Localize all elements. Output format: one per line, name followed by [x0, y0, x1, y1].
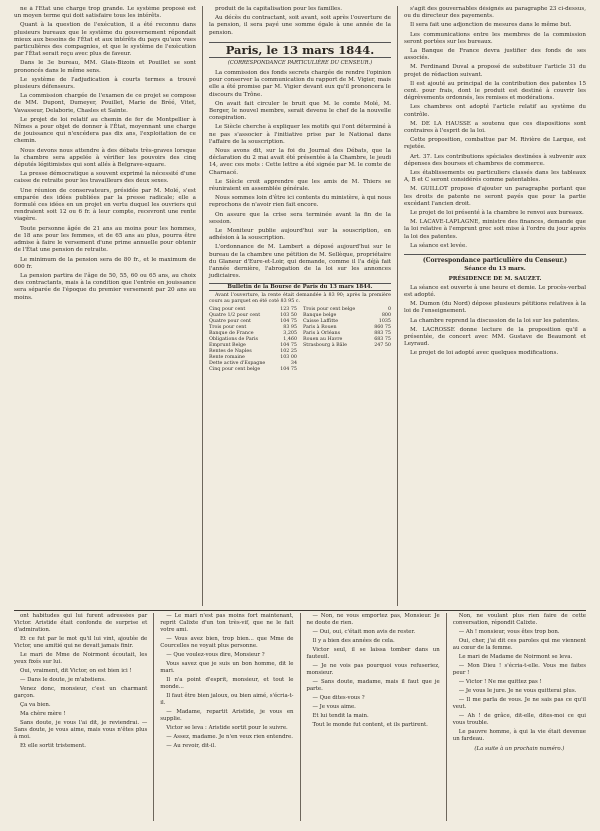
bulletin-title: Bulletin de la Bourse de Paris du 13 mars 1844. — [209, 283, 391, 291]
paragraph: Oui, cher, j'ai dit ces paroles qui me viennent au cœur de la femme. — [452, 638, 586, 651]
quotes-table — [209, 307, 391, 373]
paragraph: M. LACROSSE donne lecture de la proposition qu'il a présentée, de concert avec MM. Gustave de Beaumont et Leyraud. — [404, 326, 586, 348]
paragraph: Le projet de loi adopté avec quelques modifications. — [410, 350, 559, 357]
paragraph: Le minimum de la pension sera de 80 fr., et le maximum de 600 fr. — [14, 256, 196, 270]
paragraph: Oui, vraiment, dit Victor, on est bien ici ! — [20, 668, 132, 674]
quote-label: Trois pour cent — [209, 324, 247, 330]
paragraph: Il sera fait une adjonction de mesures dans le même but. — [410, 22, 572, 29]
paragraph: s'agit des gouvernables désignés au paragraphe 23 ci-dessus, ou du directeur des payements. — [404, 6, 586, 20]
quote-label: Paris à Rouen — [303, 324, 337, 330]
paragraph: Et ce fut par le mot qu'il lui vint, ajoutée de Victor, une amitié qui ne devait jamais finir. — [14, 636, 148, 649]
paragraph: On assure que la crise sera terminée avant la fin de la session. — [209, 211, 391, 225]
paragraph: M. GUILLOT propose d'ajouter un paragraphe portant que les droits de patente ne seront payés que pour la partie excédant l'ancien droit. — [404, 186, 586, 207]
paragraph: On avait fait circuler le bruit que M. le comte Molé, M. Berger, le nouvel membre, serait devenu le chef de la nouvelle conspiration. — [209, 100, 391, 122]
session-title: Séance du 13 mars. — [464, 266, 526, 273]
quote-label: Quatre 1/2 pour cent — [209, 312, 261, 318]
paragraph: Et lui tendit la main. — [312, 713, 369, 719]
column-2 — [202, 6, 397, 606]
quote-value: 3,205 — [283, 330, 297, 336]
quote-value: 34 — [290, 360, 297, 366]
paragraph: Tout le monde fut content, et ils partirent. — [312, 722, 428, 728]
section-note: (Correspondance particulière du Censeur.) — [404, 254, 586, 264]
presidency-line: PRÉSIDENCE DE M. SAUZET. — [448, 275, 542, 282]
feuilleton-divider — [14, 610, 586, 611]
quote-value: 123 75 — [280, 306, 297, 312]
quote-label: Paris à Orléans — [303, 330, 341, 336]
quote-label: Dette active d'Espagne — [209, 360, 266, 366]
paragraph: La pension partira de l'âge de 50, 55, 60 ou 65 ans, au choix des contractants, mais à la condition que l'entrée en jouissance sera séparée de l'époque du premier versement par 20 ans au moins. — [14, 272, 196, 301]
feuilleton-column-3 — [300, 613, 446, 821]
column-3 — [397, 6, 592, 606]
paragraph: ont habitudes qui lui furent adressées par Victor. Aristide était confondu de surprise et d'admiration. — [14, 613, 148, 633]
quote-value: 683 75 — [374, 336, 391, 342]
paragraph: — Ah ! monsieur, vous êtes trop bon. — [458, 629, 560, 635]
quote-value: 0 — [387, 306, 391, 312]
quote-value: 103 00 — [280, 354, 297, 360]
feuilleton-column-2 — [153, 613, 299, 821]
quote-label: Cinq pour cent — [209, 306, 246, 312]
bulletin-intro: Avant l'ouverture, la rente était demandée à 83 90; après la première cours au parquet en été coté 83 95 c. — [209, 292, 391, 304]
paragraph: Le mari de Madame de Noirmont se leva. — [458, 654, 573, 660]
paragraph: Nous devons nous attendre à des débats très-graves lorsque la chambre sera appelée à vérifier les pouvoirs des cinq députés légitimistes qui sont allés à Belgrave-square. — [14, 147, 196, 169]
news-columns — [8, 6, 592, 606]
quote-label: Trois pour cent belge — [303, 306, 356, 312]
paragraph: M. Dumon (du Nord) dépose plusieurs pétitions relatives à la loi de l'enseignement. — [404, 301, 586, 315]
paragraph: Les établissements ou particuliers classés dans les tableaux A, B et C seront considérés comme patentables. — [404, 170, 586, 184]
paragraph: produit de la capitalisation pour les familles. — [215, 6, 342, 12]
quote-value: 800 — [381, 312, 391, 318]
paragraph: La commission chargée de l'examen de ce projet se compose de MM. Dupont, Dumeyer, Pouillet, Marie de Bréé, Vitet, Vavasseur, Delaborie, Chasles et Sainte. — [14, 93, 196, 114]
paragraph: Nous sommes loin d'être ici contents du ministère, à qui nous reprochons de n'avoir rien fait encore. — [209, 195, 391, 209]
paragraph: Ça va bien. — [20, 702, 51, 708]
paragraph: La Banque de France devra justifier des fonds de ses associés. — [404, 48, 586, 62]
paragraph: Ma chère mère ! — [20, 711, 66, 717]
quote-label: Banque belge — [303, 312, 337, 318]
stock-exchange-bulletin — [209, 283, 391, 373]
paragraph: — Je vous aime. — [312, 704, 356, 710]
quote-label: Emprunt Belge — [209, 342, 246, 348]
quote-label: Quatre pour cent — [209, 318, 251, 324]
paragraph: L'ordonnance de M. Lambert a déposé aujourd'hui sur le bureau de la chambre une pétition de M. Sellèque, propriétaire du Glaneur d'Eure-et-Loir, qui demande, comme il l'a déjà fait l'année dernière, l'abrogation de la loi sur les annonces judiciaires. — [209, 244, 391, 280]
paragraph: Art. 37. Les contributions spéciales destinées à subvenir aux dépenses des bourses et chambres de commerce. — [404, 153, 586, 167]
quote-value: 103 50 — [280, 312, 297, 318]
paragraph: Les chambres ont adopté l'article relatif au système du contrôle. — [404, 104, 586, 118]
paragraph: — Ah ! de grâce, dit-elle, dites-moi ce qui vous trouble. — [452, 713, 586, 726]
paragraph: Venez donc, monsieur, c'est un charmant garçon. — [14, 686, 148, 699]
quote-value: 860 75 — [374, 324, 391, 330]
paragraph: Le pauvre homme, à qui la vie était devenue un fardeau. — [452, 729, 586, 742]
paragraph: — Je ne vois pas pourquoi vous refuseriez, monsieur. — [306, 663, 440, 676]
paragraph: — Assez, madame. Je n'en veux rien entendre. — [166, 734, 293, 740]
dateline-heading: Paris, le 13 mars 1844. — [209, 42, 391, 58]
paragraph: Toute personne âgée de 21 ans au moins pour les hommes, de 18 ans pour les femmes, et de 65 ans au plus, pourra être admise à faire le versement d'une prime annuelle pour obtenir de l'État une pension de retraite. — [14, 225, 196, 254]
paragraph: Il n'a point d'esprit, monsieur, et tout le monde... — [160, 677, 294, 690]
quote-label: Rentes de Naples — [209, 348, 252, 354]
quote-value: 104 75 — [280, 366, 297, 372]
quote-row — [303, 343, 391, 349]
paragraph: La séance est ouverte à une heure et demie. Le procès-verbal est adopté. — [404, 284, 586, 298]
feuilleton-column-1 — [8, 613, 153, 821]
correspondence-note: (CORRESPONDANCE PARTICULIÈRE DU CENSEUR.) — [227, 59, 373, 66]
paragraph: Au décès du contractant, soit avant, soit après l'ouverture de la pension, il sera payé une somme égale à une année de la pension. — [209, 15, 391, 36]
feuilleton-columns — [8, 613, 592, 821]
quote-label: Rouen au Havre — [303, 336, 343, 342]
paragraph: — Sans doute, madame, mais il faut que je parte. — [306, 679, 440, 692]
paragraph: Victor seul, il se laissa tomber dans un fauteuil. — [306, 647, 440, 660]
column-1 — [8, 6, 202, 606]
paragraph: Le système de l'adjudication à courts termes a trouvé plusieurs défenseurs. — [14, 76, 196, 91]
quote-value: 1,460 — [283, 336, 297, 342]
paragraph: — Il me parla de vous. Je ne sais pas ce qu'il veut. — [452, 697, 586, 710]
paragraph: Victor se leva : Aristide sortit pour le suivre. — [166, 725, 288, 731]
paragraph: — Que voulez-vous dire, Monsieur ? — [166, 652, 265, 658]
quote-row — [209, 367, 297, 373]
paragraph: Quant à la question de l'exécution, il a été reconnu dans plusieurs bureaux que le système du gouvernement répondait mieux aux besoins de l'État et aux intérêts du pays qu'aux vues particulières des compagnies, et que le système de l'exécution par l'État serait reçu avec plus de faveur. — [14, 22, 196, 58]
quote-label: Strasbourg à Bâle — [303, 342, 347, 348]
paragraph: Le projet de loi relatif au chemin de fer de Montpellier à Nîmes a pour objet de donner à l'État, moyennant une charge de jouissance qui n'excédera pas dix ans, l'exploitation de ce chemin. — [14, 116, 196, 145]
paragraph: M. LACAVE-LAPLAGNE, ministre des finances, demande que la loi relative à l'emprunt grec soit mise à l'ordre du jour après la loi des patentes. — [404, 219, 586, 240]
quote-label: Obligations de Paris — [209, 336, 259, 342]
paragraph: — Non, ne vous emportez pas, Monsieur. Je ne doute de rien. — [306, 613, 440, 626]
quotes-left — [209, 307, 297, 373]
paragraph: Le Siècle cherche à expliquer les motifs qui l'ont déterminé à ne pas s'associer à l'initiative prise par le National dans l'affaire de la souscription. — [209, 124, 391, 145]
paragraph: M. Ferdinand Duval a proposé de substituer l'article 31 du projet de rédaction suivant. — [404, 64, 586, 78]
feuilleton-column-4 — [446, 613, 592, 821]
paragraph: Cette proposition, combattue par M. Rivière de Larque, est rejetée. — [404, 137, 586, 151]
quote-value: 104 75 — [280, 342, 297, 348]
paragraph: ne à l'État une charge trop grande. Le système proposé est un moyen terme qui doit satisfaire tous les intérêts. — [14, 6, 196, 20]
paragraph: Et elle sortit tristement. — [20, 743, 86, 749]
paragraph: La presse démocratique a souvent exprimé la nécessité d'une caisse de retraite pour les travailleurs des deux sexes. — [14, 171, 196, 185]
paragraph: — Au revoir, dit-il. — [166, 743, 216, 749]
quote-label: Caisse Laffitte — [303, 318, 339, 324]
paragraph: Il faut être bien jaloux, ou bien aimé, s'écria-t-il. — [160, 693, 294, 706]
quote-value: 104 75 — [280, 318, 297, 324]
paragraph: Les communications entre les membres de la commission seront portées sur les bureaux. — [404, 31, 586, 45]
quote-label: Rente romaine — [209, 354, 245, 360]
paragraph: — Mon Dieu ! s'écria-t-elle. Vous me faites peur ! — [452, 663, 586, 676]
quote-value: 1035 — [378, 318, 391, 324]
paragraph: Non, ne voulant plus rien faire de cette conversation, répondit Calixte. — [452, 613, 586, 626]
paragraph: — Je vous le jure. Je ne vous quitterai plus. — [458, 688, 577, 694]
paragraph: Le Moniteur publie aujourd'hui sur la souscription, en adhésion à la souscription. — [209, 228, 391, 242]
paragraph: — Oui, oui, c'était mon avis de rester. — [312, 629, 416, 635]
paragraph: — Le mari n'est pas moins fort maintenant, reprit Calixte d'un ton très-vif, que ne le fait votre ami. — [160, 613, 294, 633]
paragraph: — Que dites-vous ? — [312, 695, 365, 701]
quote-label: Banque de France — [209, 330, 254, 336]
paragraph: Vous savez que je suis un bon homme, dit le mari. — [160, 661, 294, 674]
quote-value: 83 95 — [283, 324, 297, 330]
quote-value: 883 75 — [374, 330, 391, 336]
quotes-right — [303, 307, 391, 373]
paragraph: Nous avons dit, sur la foi du Journal des Débats, que la déclaration du 2 mai avait été présentée à la Chambre, le jeudi 14, avec ces mots : Cette lettre a été signée par M. le comte de Charnacé. — [209, 148, 391, 176]
paragraph: Le Siècle croit apprendre que les amis de M. Thiers se réuniraient en assemblée générale. — [209, 178, 391, 193]
paragraph: La chambre reprend la discussion de la loi sur les patentes. — [410, 317, 580, 324]
to-be-continued: (La suite à un prochain numéro.) — [474, 746, 565, 752]
paragraph: — Vous avez bien, trop bien... que Mme de Courcelles ne voyait plus personne. — [160, 636, 294, 649]
paragraph: M. DE LA HAUSSE a soutenu que ces dispositions sont contraires à l'esprit de la loi. — [404, 120, 586, 135]
paragraph: Une réunion de conservateurs, présidée par M. Molé, s'est emparée des idées publiées par la presse radicale; elle a formulé ces idées en un projet en vertu duquel les ouvriers qui rendraient soit 12 ou 6 fr. à leur compte, recevront une rente viagère. — [14, 187, 196, 223]
quote-label: Cinq pour cent belge — [209, 366, 261, 372]
quote-value: 102 25 — [280, 348, 297, 354]
paragraph: La séance est levée. — [410, 242, 468, 249]
quote-value: 247 50 — [374, 342, 391, 348]
paragraph: Il y a bien des années de cela. — [312, 638, 395, 644]
paragraph: — Victor ! Ne me quittez pas ! — [458, 679, 542, 685]
paragraph: Sans doute, je vous l'ai dit, je reviendrai. — Sans doute, je vous aime, mais vous n'êtes plus à moi. — [14, 720, 148, 740]
paragraph: Dans le 3e bureau, MM. Glais-Bizoin et Pouillet se sont prononcés dans le même sens. — [14, 60, 196, 74]
paragraph: Le mari de Mme de Noirmont écoutait, les yeux fixés sur lui. — [14, 652, 148, 665]
paragraph: — Madame, repartit Aristide, je vous en supplie. — [160, 709, 294, 722]
paragraph: Le projet de loi présenté à la chambre le renvoi aux bureaux. — [410, 210, 584, 217]
paragraph: Il est ajouté au principal de la contribution des patentes 15 cent. pour frais, dont le produit est destiné à couvrir les dégrèvements ordonnés, les remises et modérations. — [404, 80, 586, 102]
paragraph: — Dans le doute, je m'abstiens. — [20, 677, 106, 683]
paragraph: La commission des fonds secrets chargée de rendre l'opinion pour conserver la communication du rapport de M. Vigier, mais elle a été promise par M. Vigier devant eux qu'il prononcera le discours du Trône. — [209, 70, 391, 98]
